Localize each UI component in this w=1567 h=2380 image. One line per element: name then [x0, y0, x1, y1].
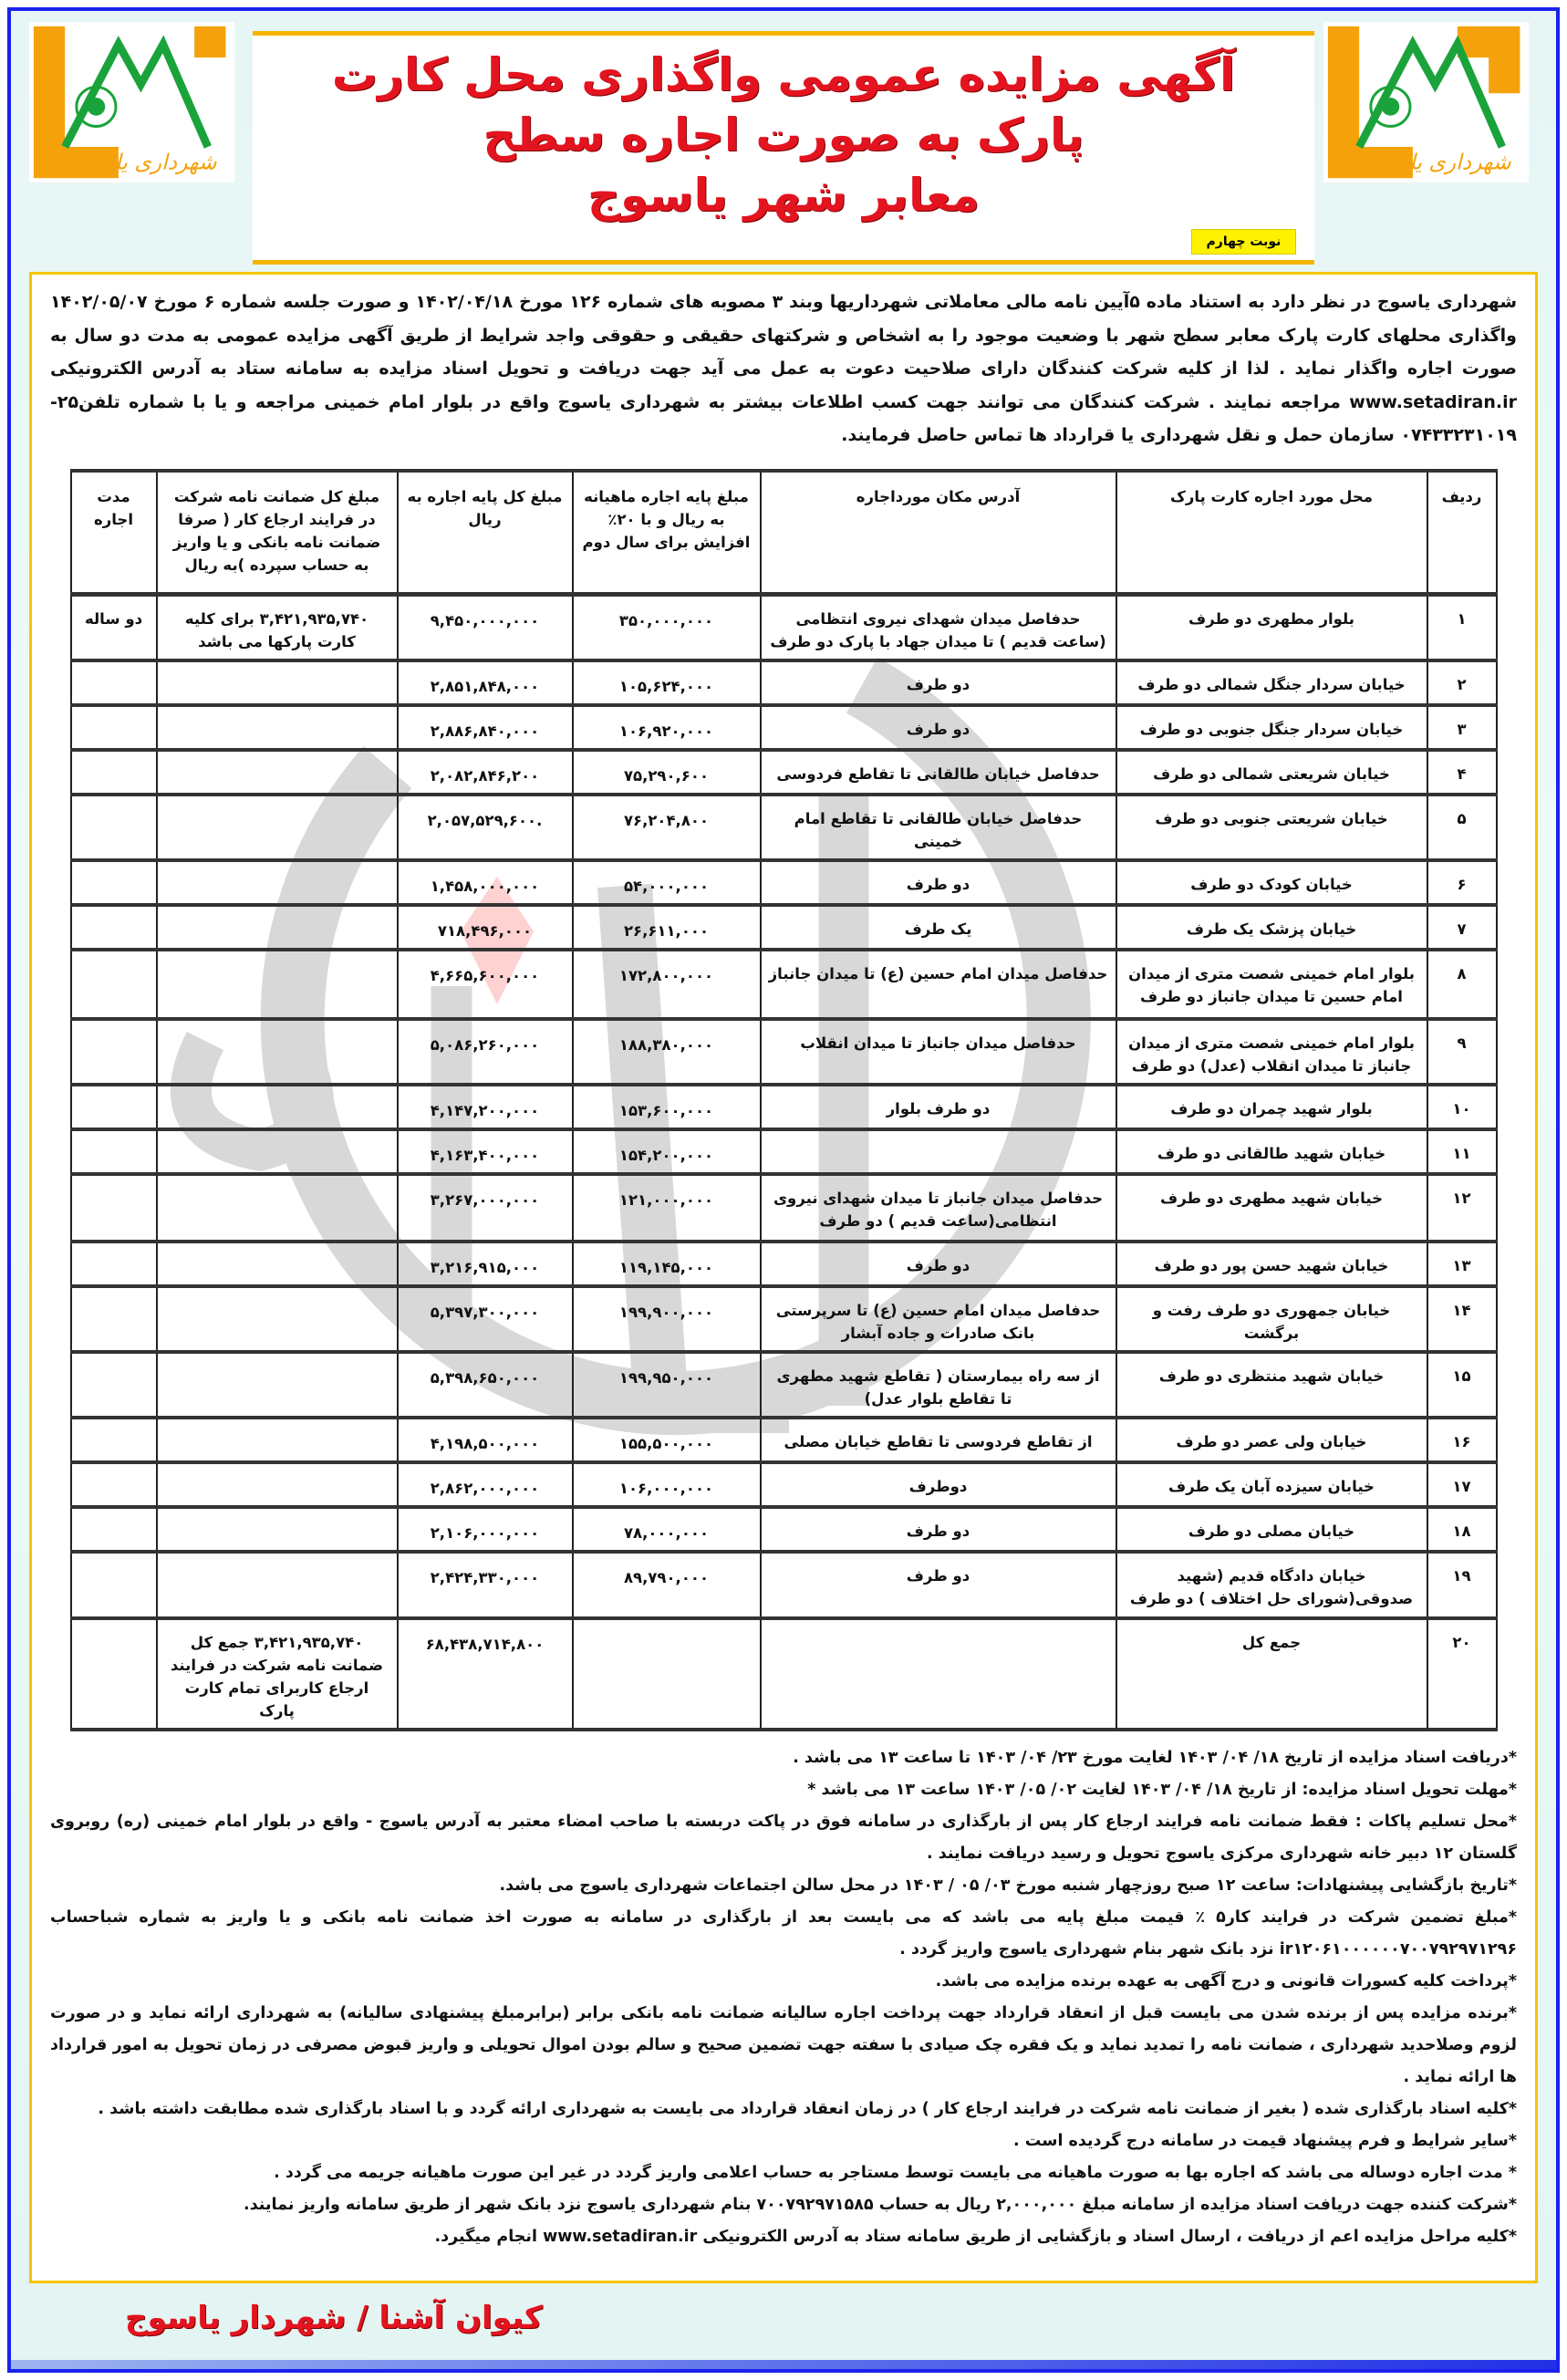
cell-monthly-base-rent: ۷۶,۲۰۴,۸۰۰ — [573, 795, 761, 860]
note-item: *تاریخ بازگشایی پیشنهادات: ساعت ۱۲ صبح روزچهار شنبه مورخ ۰۳/ ۰۵ / ۱۴۰۳ در محل سالن اجتماعات شهرداری یاسوج می باشد. — [499, 1876, 1517, 1895]
cell-monthly-base-rent: ۱۰۶,۹۲۰,۰۰۰ — [573, 705, 761, 750]
column-header-address: آدرس مکان مورداجاره — [761, 471, 1116, 595]
cell-total-base-rent: ۵,۳۹۸,۶۵۰,۰۰۰ — [398, 1352, 573, 1418]
cell-location: خیابان شهید مطهری دو طرف — [1116, 1174, 1427, 1242]
table-row — [71, 660, 1497, 705]
cell-location: خیابان کودک دو طرف — [1116, 860, 1427, 905]
header — [29, 20, 1538, 265]
cell-row-number: ۱۱ — [1427, 1129, 1497, 1174]
cell-location: بلوار امام خمینی شصت متری از میدان امام حسین تا میدان جانباز دو طرف — [1116, 950, 1427, 1019]
cell-row-number: ۱۳ — [1427, 1242, 1497, 1286]
note-item: *محل تسلیم پاکات : فقط ضمانت نامه فرایند ارجاع کار پس از بارگذاری در سامانه فوق در پاکت دربسته با صاحب امضاء معتبر به آدرس یاسوج - واقع در بلوار امام خمینی (ره) روبروی گلستان ۱۲ دبیر خانه شهرداری مرکزی یاسوج تحویل و رسید دریافت نمایند . — [50, 1813, 1517, 1863]
cell-address: دو طرف — [761, 860, 1116, 905]
cell-location: خیابان جمهوری دو طرف رفت و برگشت — [1116, 1286, 1427, 1352]
table-row — [71, 1129, 1497, 1174]
cell-lease-duration — [71, 660, 157, 705]
cell-total-base-rent: ۲,۰۸۲,۸۴۶,۲۰۰ — [398, 750, 573, 795]
cell-location: خیابان شهید حسن پور دو طرف — [1116, 1242, 1427, 1286]
cell-total-base-rent: ۲,۸۶۲,۰۰۰,۰۰۰ — [398, 1462, 573, 1507]
cell-guarantee-amount — [157, 705, 398, 750]
column-header-total-base-rent: مبلغ کل پایه اجاره به ریال — [398, 471, 573, 595]
note-item: *کلیه مراحل مزایده اعم از دریافت ، ارسال اسناد و بازگشایی از طریق سامانه ستاد به آدرس الکترونیکی www.setadiran.ir انجام میگیرد. — [434, 2228, 1517, 2246]
cell-location: جمع کل — [1116, 1618, 1427, 1730]
table-row — [71, 795, 1497, 860]
table-row — [71, 905, 1497, 950]
table-row — [71, 1174, 1497, 1242]
cell-location: خیابان سیزده آبان یک طرف — [1116, 1462, 1427, 1507]
note-item: * مدت اجاره دوساله می باشد که اجاره بها به صورت ماهیانه می بایست توسط مستاجر به حساب اعلامی واریز گردد در غیر این صورت ماهیانه جریمه می گردد . — [274, 2164, 1517, 2182]
cell-address: حدفاصل خیابان طالقانی تا تقاطع فردوسی — [761, 750, 1116, 795]
cell-total-base-rent: ۳,۲۱۶,۹۱۵,۰۰۰ — [398, 1242, 573, 1286]
cell-row-number: ۱۴ — [1427, 1286, 1497, 1352]
cell-address: حدفاصل میدان جانباز تا میدان شهدای نیروی انتظامی(ساعت قدیم ) دو طرف — [761, 1174, 1116, 1242]
cell-total-base-rent: ۲,۸۵۱,۸۴۸,۰۰۰ — [398, 660, 573, 705]
cell-guarantee-amount — [157, 1174, 398, 1242]
cell-row-number: ۷ — [1427, 905, 1497, 950]
cell-location: خیابان شهید منتظری دو طرف — [1116, 1352, 1427, 1418]
table-row — [71, 950, 1497, 1019]
cell-monthly-base-rent: ۲۶,۶۱۱,۰۰۰ — [573, 905, 761, 950]
cell-location: خیابان شریعتی شمالی دو طرف — [1116, 750, 1427, 795]
cell-location: خیابان ولی عصر دو طرف — [1116, 1418, 1427, 1462]
cell-lease-duration — [71, 1085, 157, 1129]
cell-row-number: ۱۲ — [1427, 1174, 1497, 1242]
cell-row-number: ۵ — [1427, 795, 1497, 860]
cell-guarantee-amount: ۳,۴۲۱,۹۳۵,۷۴۰ جمع کل ضمانت نامه شرکت در فرایند ارجاع کاربرای تمام کارت پارک — [157, 1618, 398, 1730]
cell-monthly-base-rent: ۱۵۴,۲۰۰,۰۰۰ — [573, 1129, 761, 1174]
cell-location: بلوار مطهری دو طرف — [1116, 595, 1427, 661]
column-header-location: محل مورد اجاره کارت پارک — [1116, 471, 1427, 595]
cell-guarantee-amount — [157, 1352, 398, 1418]
table-header-row — [71, 471, 1497, 595]
cell-address: از تقاطع فردوسی تا تقاطع خیابان مصلی — [761, 1418, 1116, 1462]
cell-monthly-base-rent: ۱۰۶,۰۰۰,۰۰۰ — [573, 1462, 761, 1507]
cell-total-base-rent: ۴,۱۹۸,۵۰۰,۰۰۰ — [398, 1418, 573, 1462]
cell-guarantee-amount — [157, 750, 398, 795]
cell-monthly-base-rent: ۵۴,۰۰۰,۰۰۰ — [573, 860, 761, 905]
table-row — [71, 1019, 1497, 1085]
cell-guarantee-amount — [157, 1085, 398, 1129]
cell-guarantee-amount — [157, 1418, 398, 1462]
cell-address: یک طرف — [761, 905, 1116, 950]
page-frame — [7, 7, 1560, 2373]
cell-lease-duration — [71, 1418, 157, 1462]
note-item: *شرکت کننده جهت دریافت اسناد مزایده از سامانه مبلغ ۲,۰۰۰,۰۰۰ ریال به حساب ۷۰۰۷۹۲۹۷۱۵۸۵ بنام شهرداری یاسوج نزد بانک شهر از طریق سامانه واریز نمایند. — [244, 2196, 1517, 2214]
table-row — [71, 1242, 1497, 1286]
note-item: *کلیه اسناد بارگذاری شده ( بغیر از ضمانت نامه شرکت در فرایند ارجاع کار ) در زمان انعقاد قرارداد می بایست به شهرداری ارائه گردد و با اسناد بارگذاری شده مطابقت داشته باشد . — [98, 2100, 1517, 2118]
cell-location: خیابان سردار جنگل شمالی دو طرف — [1116, 660, 1427, 705]
cell-lease-duration — [71, 1129, 157, 1174]
table-row — [71, 595, 1497, 661]
municipality-logo-right — [1323, 20, 1538, 189]
cell-address: از سه راه بیمارستان ( تقاطع شهید مطهری تا تقاطع بلوار عدل) — [761, 1352, 1116, 1418]
cell-address — [761, 1618, 1116, 1730]
cell-total-base-rent: ۴,۶۶۵,۶۰۰,۰۰۰ — [398, 950, 573, 1019]
cell-lease-duration — [71, 795, 157, 860]
cell-guarantee-amount — [157, 795, 398, 860]
cell-lease-duration — [71, 1174, 157, 1242]
intro-paragraph: شهرداری یاسوج در نظر دارد به استناد ماده ۵آیین نامه مالی معاملاتی شهرداریها وبند ۳ مصوبه های شماره ۱۲۶ مورخ ۱۴۰۲/۰۴/۱۸ و صورت جلسه شماره ۶ مورخ ۱۴۰۲/۰۵/۰۷ واگذاری محلهای کارت پارک معابر سطح شهر با وضعیت موجود را به اشخاص و شرکتهای حقیقی و حقوقی واجد شرایط از طریق آگهی مزایده عمومی به مدت دو سال به صورت اجاره واگذار نماید . لذا از کلیه شرکت کنندگان دارای صلاحیت دعوت به عمل می آید جهت دریافت و تحویل اسناد مزایده به سامانه ستاد به آدرس الکترونیکی www.setadiran.ir مراجعه نمایند . شرکت کنندگان می توانند جهت کسب اطلاعات بیشتر به شهرداری یاسوج واقع در بلوار امام خمینی مراجعه و یا با شماره تلفن۲۵- ۰۷۴۳۳۲۳۱۰۱۹ سازمان حمل و نقل شهرداری یا قرارداد ها تماس حاصل فرمایند. — [50, 292, 1518, 445]
cell-location: خیابان مصلی دو طرف — [1116, 1507, 1427, 1552]
cell-lease-duration — [71, 1462, 157, 1507]
cell-address: دو طرف بلوار — [761, 1085, 1116, 1129]
svg-text:شهرداری یاسوج: شهرداری یاسوج — [1366, 149, 1511, 175]
table-row — [71, 1618, 1497, 1730]
cell-monthly-base-rent: ۱۸۸,۳۸۰,۰۰۰ — [573, 1019, 761, 1085]
cell-guarantee-amount — [157, 1019, 398, 1085]
cell-total-base-rent: ۲,۴۲۴,۳۳۰,۰۰۰ — [398, 1552, 573, 1618]
cell-address: حدفاصل میدان جانباز تا میدان انقلاب — [761, 1019, 1116, 1085]
note-item: *مبلغ تضمین شرکت در فرایند کار۵ ٪ قیمت مبلغ پایه می باشد که می بایست بعد از بارگذاری در سامانه به صورت اخذ ضمانت نامه بانکی و یا واریز به شماره شباحساب ir۱۲۰۶۱۰۰۰۰۰۰۷۰۰۷۹۲۹۷۱۲۹۶ نزد بانک شهر بنام شهرداری یاسوج واریز گردد . — [50, 1908, 1517, 1959]
cell-row-number: ۱۹ — [1427, 1552, 1497, 1618]
signature-row — [29, 2283, 1538, 2360]
cell-monthly-base-rent: ۷۵,۲۹۰,۶۰۰ — [573, 750, 761, 795]
bottom-bar — [11, 2360, 1556, 2369]
table-row — [71, 1418, 1497, 1462]
cell-location: بلوار امام خمینی شصت متری از میدان جانباز تا میدان انقلاب (عدل) دو طرف — [1116, 1019, 1427, 1085]
cell-total-base-rent: ۵,۰۸۶,۲۶۰,۰۰۰ — [398, 1019, 573, 1085]
column-header-guarantee-amount: مبلغ کل ضمانت نامه شرکت در فرایند ارجاع کار ( صرفا ضمانت نامه بانکی و یا واریز به حساب سپرده )به ریال — [157, 471, 398, 595]
cell-lease-duration — [71, 1242, 157, 1286]
cell-monthly-base-rent: ۱۷۲,۸۰۰,۰۰۰ — [573, 950, 761, 1019]
cell-row-number: ۴ — [1427, 750, 1497, 795]
cell-lease-duration — [71, 1286, 157, 1352]
cell-total-base-rent: ۵,۳۹۷,۳۰۰,۰۰۰ — [398, 1286, 573, 1352]
cell-total-base-rent: ۳,۲۶۷,۰۰۰,۰۰۰ — [398, 1174, 573, 1242]
cell-address: دو طرف — [761, 1552, 1116, 1618]
content-box — [29, 272, 1538, 2283]
cell-guarantee-amount — [157, 905, 398, 950]
cell-monthly-base-rent: ۱۰۵,۶۲۴,۰۰۰ — [573, 660, 761, 705]
cell-total-base-rent: ۷۱۸,۴۹۶,۰۰۰ — [398, 905, 573, 950]
cell-location: خیابان پزشک یک طرف — [1116, 905, 1427, 950]
auction-notes — [50, 1742, 1517, 2253]
cell-address: حدفاصل میدان شهدای نیروی انتظامی (ساعت قدیم ) تا میدان جهاد با پارک دو طرف — [761, 595, 1116, 661]
cell-lease-duration — [71, 860, 157, 905]
cell-total-base-rent: ۲,۰۵۷,۵۲۹,۶۰۰. — [398, 795, 573, 860]
cell-address: حدفاصل خیابان طالقانی تا تقاطع امام خمینی — [761, 795, 1116, 860]
cell-address: حدفاصل میدان امام حسین (ع) تا سرپرستی بانک صادرات و جاده آبشار — [761, 1286, 1116, 1352]
cell-row-number: ۱۸ — [1427, 1507, 1497, 1552]
cell-lease-duration — [71, 1019, 157, 1085]
cell-lease-duration — [71, 905, 157, 950]
cell-address: دو طرف — [761, 1242, 1116, 1286]
cell-guarantee-amount — [157, 1507, 398, 1552]
cell-address: حدفاصل میدان امام حسین (ع) تا میدان جانباز — [761, 950, 1116, 1019]
cell-row-number: ۶ — [1427, 860, 1497, 905]
cell-location: بلوار شهید چمران دو طرف — [1116, 1085, 1427, 1129]
note-item: *پرداخت کلیه کسورات قانونی و درج آگهی به عهده برنده مزایده می باشد. — [935, 1972, 1517, 1990]
cell-monthly-base-rent: ۱۵۵,۵۰۰,۰۰۰ — [573, 1418, 761, 1462]
table-row — [71, 860, 1497, 905]
cell-guarantee-amount — [157, 1286, 398, 1352]
cell-location: خیابان دادگاه قدیم (شهید صدوقی(شورای حل اختلاف ) دو طرف — [1116, 1552, 1427, 1618]
cell-total-base-rent: ۲,۱۰۶,۰۰۰,۰۰۰ — [398, 1507, 573, 1552]
cell-guarantee-amount — [157, 1552, 398, 1618]
table-row — [71, 1085, 1497, 1129]
cell-lease-duration — [71, 950, 157, 1019]
table-row — [71, 1507, 1497, 1552]
cell-guarantee-amount — [157, 660, 398, 705]
cell-monthly-base-rent: ۷۸,۰۰۰,۰۰۰ — [573, 1507, 761, 1552]
cell-monthly-base-rent: ۱۹۹,۹۵۰,۰۰۰ — [573, 1352, 761, 1418]
cell-lease-duration — [71, 705, 157, 750]
parking-lease-table — [70, 469, 1498, 1732]
cell-guarantee-amount — [157, 1462, 398, 1507]
cell-total-base-rent: ۱,۴۵۸,۰۰۰,۰۰۰ — [398, 860, 573, 905]
cell-guarantee-amount — [157, 1129, 398, 1174]
cell-lease-duration — [71, 1507, 157, 1552]
cell-address: دوطرف — [761, 1462, 1116, 1507]
cell-guarantee-amount — [157, 1242, 398, 1286]
cell-lease-duration — [71, 1352, 157, 1418]
cell-row-number: ۲۰ — [1427, 1618, 1497, 1730]
cell-total-base-rent: ۶۸,۴۳۸,۷۱۴,۸۰۰ — [398, 1618, 573, 1730]
column-header-lease-duration: مدت اجاره — [71, 471, 157, 595]
cell-location: خیابان سردار جنگل جنوبی دو طرف — [1116, 705, 1427, 750]
cell-address: دو طرف — [761, 1507, 1116, 1552]
cell-row-number: ۳ — [1427, 705, 1497, 750]
table-row — [71, 1286, 1497, 1352]
column-header-monthly-base-rent: مبلغ پایه اجاره ماهیانه به ریال و با ۲۰٪ افزایش برای سال دوم — [573, 471, 761, 595]
cell-guarantee-amount: ۳,۴۲۱,۹۳۵,۷۴۰ برای کلیه کارت پارکها می باشد — [157, 595, 398, 661]
table-row — [71, 705, 1497, 750]
cell-row-number: ۹ — [1427, 1019, 1497, 1085]
cell-lease-duration — [71, 1552, 157, 1618]
cell-address: دو طرف — [761, 660, 1116, 705]
cell-row-number: ۱۵ — [1427, 1352, 1497, 1418]
cell-monthly-base-rent — [573, 1618, 761, 1730]
table-row — [71, 1462, 1497, 1507]
cell-guarantee-amount — [157, 950, 398, 1019]
cell-total-base-rent: ۲,۸۸۶,۸۴۰,۰۰۰ — [398, 705, 573, 750]
table-row — [71, 1552, 1497, 1618]
table-row — [71, 750, 1497, 795]
cell-row-number: ۱۰ — [1427, 1085, 1497, 1129]
cell-row-number: ۱۶ — [1427, 1418, 1497, 1462]
cell-guarantee-amount — [157, 860, 398, 905]
cell-monthly-base-rent: ۳۵۰,۰۰۰,۰۰۰ — [573, 595, 761, 661]
cell-lease-duration: دو ساله — [71, 595, 157, 661]
municipality-logo-left — [29, 20, 244, 189]
note-item: *سایر شرایط و فرم پیشنهاد قیمت در سامانه درج گردیده است . — [1012, 2132, 1517, 2150]
cell-monthly-base-rent: ۸۹,۷۹۰,۰۰۰ — [573, 1552, 761, 1618]
cell-row-number: ۱۷ — [1427, 1462, 1497, 1507]
note-item: *برنده مزایده پس از برنده شدن می بایست قبل از انعقاد قرارداد جهت پرداخت اجاره سالیانه ضمانت نامه بانکی برابر (برابرمبلغ پیشنهادی سالیانه) به شهرداری ارائه نماید و در صورت لزوم وصلاحدید شهرداری ، ضمانت نامه را تمدید نماید و یک فقره چک صیادی با سفته جهت تضمین صحیح و سالم بودن اموال تحویلی و واریز قبوض مصرفی در زمان تحویل به امور قرارداد ها ارائه نماید . — [50, 2004, 1517, 2086]
page-title: آگهی مزایده عمومی واگذاری محل کارت پارک به صورت اجاره سطح — [331, 48, 1236, 161]
cell-row-number: ۲ — [1427, 660, 1497, 705]
cell-lease-duration — [71, 1618, 157, 1730]
cell-row-number: ۱ — [1427, 595, 1497, 661]
edition-badge: نوبت چهارم — [1191, 229, 1296, 255]
cell-monthly-base-rent: ۱۱۹,۱۴۵,۰۰۰ — [573, 1242, 761, 1286]
cell-lease-duration — [71, 750, 157, 795]
table-row — [71, 1352, 1497, 1418]
cell-monthly-base-rent: ۱۲۱,۰۰۰,۰۰۰ — [573, 1174, 761, 1242]
note-item: *دریافت اسناد مزایده از تاریخ ۱۸/ ۰۴/ ۱۴۰۳ لغایت مورخ ۲۳/ ۰۴/ ۱۴۰۳ تا ساعت ۱۳ می باشد . — [793, 1749, 1517, 1767]
note-item: *مهلت تحویل اسناد مزایده: از تاریخ ۱۸/ ۰۴/ ۱۴۰۳ لغایت ۰۲/ ۰۵/ ۱۴۰۳ ساعت ۱۳ می باشد * — [807, 1781, 1517, 1799]
cell-monthly-base-rent: ۱۹۹,۹۰۰,۰۰۰ — [573, 1286, 761, 1352]
cell-row-number: ۸ — [1427, 950, 1497, 1019]
column-header-row-number: ردیف — [1427, 471, 1497, 595]
cell-total-base-rent: ۴,۱۶۳,۴۰۰,۰۰۰ — [398, 1129, 573, 1174]
cell-address — [761, 1129, 1116, 1174]
cell-total-base-rent: ۴,۱۴۷,۲۰۰,۰۰۰ — [398, 1085, 573, 1129]
title-band — [253, 31, 1314, 265]
cell-location: خیابان شهید طالقانی دو طرف — [1116, 1129, 1427, 1174]
cell-monthly-base-rent: ۱۵۳,۶۰۰,۰۰۰ — [573, 1085, 761, 1129]
mayor-signature: کیوان آشنا / شهردار یاسوج — [125, 2300, 543, 2336]
cell-location: خیابان شریعتی جنوبی دو طرف — [1116, 795, 1427, 860]
cell-total-base-rent: ۹,۴۵۰,۰۰۰,۰۰۰ — [398, 595, 573, 661]
page-subtitle: معابر شهر یاسوج — [586, 169, 981, 222]
cell-address: دو طرف — [761, 705, 1116, 750]
logo-lettering: شهرداری یاسوج — [72, 149, 217, 175]
